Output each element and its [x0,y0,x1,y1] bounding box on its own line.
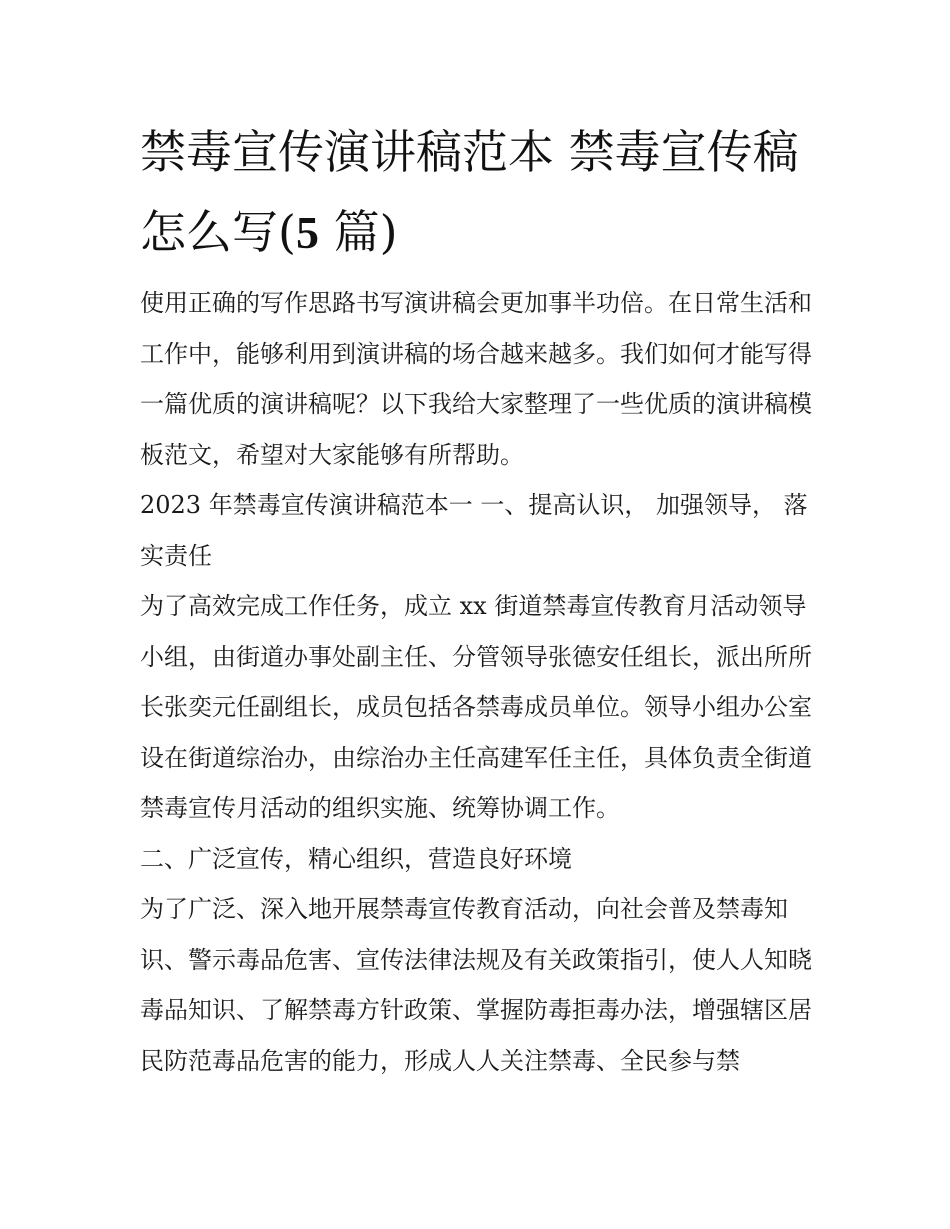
document-title [140,112,820,273]
title-text-part1: 禁毒宣传演讲稿范本 禁毒宣传稿怎么写( [140,125,799,259]
document-body [140,278,812,1086]
body-paragraph-2: 为了广泛、深入地开展禁毒宣传教育活动，向社会普及禁毒知识、警示毒品危害、宣传法律法规及有关政策指引，使人人知晓毒品知识、了解禁毒方针政策、掌握防毒拒毒办法，增强辖区居民防范毒品危害的能力，形成人人关注禁毒、全民参与禁 [140,895,812,1075]
section-heading-2: 二、广泛宣传，精心组织，营造良好环境 [140,844,572,873]
body-paragraph-1: 为了高效完成工作任务，成立 xx 街道禁毒宣传教育月活动领导小组，由街道办事处副主任、分管领导张德安任组长，派出所所长张奕元任副组长，成员包括各禁毒成员单位。领导小组办公室设在街道综治办，由综治办主任高建军任主任，具体负责全街道禁毒宣传月活动的组织实施、统筹协调工作。 [140,592,812,822]
intro-paragraph: 使用正确的写作思路书写演讲稿会更加事半功倍。在日常生活和工作中，能够利用到演讲稿的场合越来越多。我们如何才能写得一篇优质的演讲稿呢？以下我给大家整理了一些优质的演讲稿模板范文，希望对大家能够有所帮助。 [140,289,812,469]
section-heading-1: 2023 年禁毒宣传演讲稿范本一 一、提高认识， 加强领导， 落实责任 [140,491,808,570]
title-count: 5 [295,207,319,258]
title-text-part2: 篇) [318,205,398,259]
